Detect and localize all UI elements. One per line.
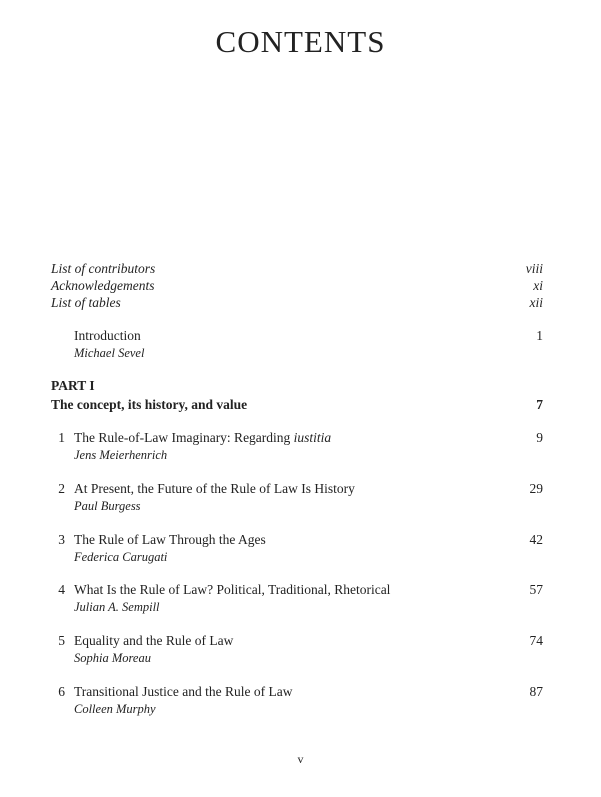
chapter-author: Federica Carugati xyxy=(74,550,168,564)
chapter-title: At Present, the Future of the Rule of Law Is History xyxy=(74,481,355,496)
chapter-number: 5 xyxy=(58,633,65,648)
front-matter-page: xi xyxy=(533,278,543,293)
chapter-title: The Rule-of-Law Imaginary: Regarding iustitia xyxy=(74,430,332,445)
front-matter-label: Acknowledgements xyxy=(51,278,155,293)
introduction-page: 1 xyxy=(536,328,543,343)
introduction-author: Michael Sevel xyxy=(74,346,145,360)
chapter-number: 4 xyxy=(58,582,65,597)
chapter-title: Transitional Justice and the Rule of Law xyxy=(74,684,293,699)
part-title: The concept, its history, and value xyxy=(51,397,248,412)
chapter-author: Julian A. Sempill xyxy=(74,600,160,614)
chapter-author: Sophia Moreau xyxy=(74,651,151,665)
part-page: 7 xyxy=(536,397,543,412)
chapter-number: 3 xyxy=(58,532,65,547)
chapter-number: 2 xyxy=(58,481,65,496)
chapter-page: 87 xyxy=(529,684,543,699)
chapter-title: Equality and the Rule of Law xyxy=(74,633,234,648)
chapter-page: 29 xyxy=(529,481,543,496)
chapter-number: 6 xyxy=(58,684,65,699)
chapter-page: 57 xyxy=(529,582,543,597)
front-matter-page: viii xyxy=(525,261,543,276)
chapter-title: What Is the Rule of Law? Political, Traditional, Rhetorical xyxy=(74,582,391,597)
chapter-page: 74 xyxy=(529,633,543,648)
chapter-title: The Rule of Law Through the Ages xyxy=(74,532,266,547)
chapter-page: 9 xyxy=(536,430,543,445)
chapter-author: Colleen Murphy xyxy=(74,702,156,716)
front-matter-page: xii xyxy=(529,295,543,310)
chapter-number: 1 xyxy=(58,430,65,445)
front-matter-label: List of contributors xyxy=(51,261,156,276)
chapter-page: 42 xyxy=(529,532,543,547)
page-folio: v xyxy=(297,752,304,766)
front-matter-label: List of tables xyxy=(51,295,121,310)
part-label: PART I xyxy=(51,378,95,393)
introduction-title: Introduction xyxy=(74,328,141,343)
page-title: CONTENTS xyxy=(215,24,386,59)
chapter-author: Jens Meierhenrich xyxy=(74,448,168,462)
chapter-author: Paul Burgess xyxy=(74,499,141,513)
